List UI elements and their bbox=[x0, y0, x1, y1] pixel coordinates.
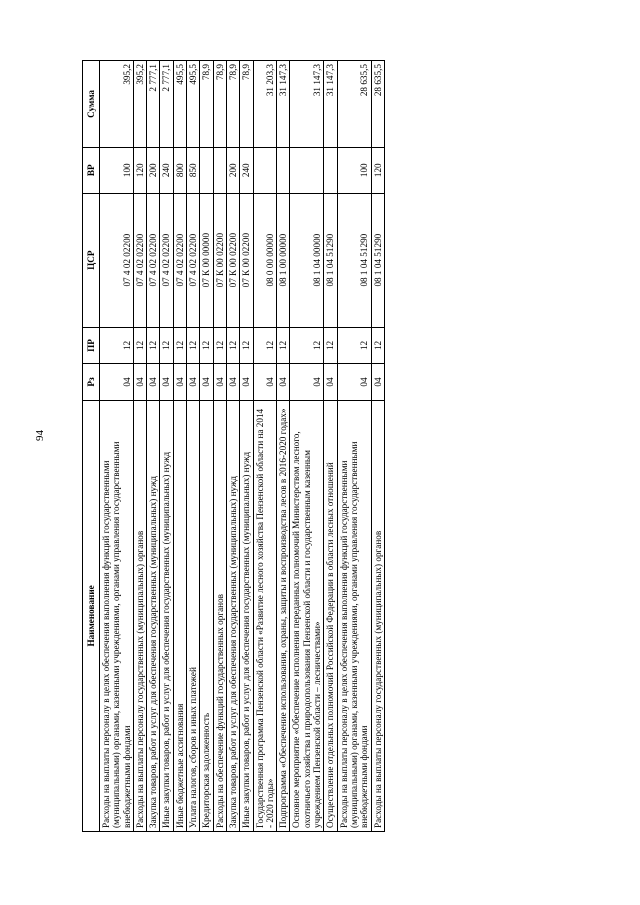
page-number: 94 bbox=[34, 430, 46, 441]
cell-pr: 12 bbox=[226, 327, 239, 364]
cell-csr: 07 4 02 02200 bbox=[133, 193, 146, 327]
cell-csr: 08 1 04 51290 bbox=[371, 193, 384, 327]
cell-sum: 28 635,5 bbox=[337, 61, 371, 148]
cell-csr: 07 К 00 02200 bbox=[213, 193, 226, 327]
cell-name: Государственная программа Пензенской области «Развитие лесного хозяйства Пензенской области на 2014 - 2020 годы» bbox=[253, 400, 277, 831]
cell-name: Подпрограмма «Обеспечение использования, охраны, защиты и воспроизводства лесов в 2016-2020 годах» bbox=[277, 400, 290, 831]
cell-pr: 12 bbox=[213, 327, 226, 364]
budget-table bbox=[82, 60, 385, 832]
cell-csr: 08 0 00 00000 bbox=[253, 193, 277, 327]
cell-sum: 78,9 bbox=[226, 61, 239, 148]
cell-csr: 07 4 02 02200 bbox=[160, 193, 173, 327]
cell-sum: 78,9 bbox=[213, 61, 226, 148]
table-row bbox=[324, 61, 337, 832]
cell-rz: 04 bbox=[213, 364, 226, 401]
cell-name: Расходы на выплаты персоналу в целях обеспечения выполнения функций государственными (муниципальными) органами, казенными учреждениями, органами управления государственными внебюджетными фондами bbox=[100, 400, 134, 831]
cell-pr: 12 bbox=[173, 327, 186, 364]
table-row bbox=[133, 61, 146, 832]
cell-pr: 12 bbox=[147, 327, 160, 364]
table-row bbox=[147, 61, 160, 832]
cell-rz: 04 bbox=[133, 364, 146, 401]
header-sum: Сумма bbox=[83, 61, 100, 148]
cell-pr: 12 bbox=[100, 327, 134, 364]
header-name: Наименование bbox=[83, 400, 100, 831]
cell-vr: 200 bbox=[147, 147, 160, 193]
cell-csr: 07 4 02 02200 bbox=[173, 193, 186, 327]
cell-name: Расходы на обеспечение функций государственных органов bbox=[213, 400, 226, 831]
table-row bbox=[337, 61, 371, 832]
header-vr: ВР bbox=[83, 147, 100, 193]
cell-pr: 12 bbox=[240, 327, 253, 364]
table-row bbox=[187, 61, 200, 832]
cell-pr: 12 bbox=[324, 327, 337, 364]
cell-csr: 07 К 00 02200 bbox=[240, 193, 253, 327]
cell-vr: 100 bbox=[100, 147, 134, 193]
cell-name: Расходы на выплаты персоналу государственных (муниципальных) органов bbox=[133, 400, 146, 831]
cell-pr: 12 bbox=[160, 327, 173, 364]
cell-vr bbox=[213, 147, 226, 193]
cell-rz: 04 bbox=[173, 364, 186, 401]
cell-vr: 850 bbox=[187, 147, 200, 193]
cell-vr: 240 bbox=[160, 147, 173, 193]
cell-rz: 04 bbox=[147, 364, 160, 401]
cell-vr bbox=[290, 147, 324, 193]
cell-sum: 395,2 bbox=[133, 61, 146, 148]
cell-vr: 800 bbox=[173, 147, 186, 193]
cell-sum: 31 203,3 bbox=[253, 61, 277, 148]
cell-name: Уплата налогов, сборов и иных платежей bbox=[187, 400, 200, 831]
table-row bbox=[371, 61, 384, 832]
table-row bbox=[100, 61, 134, 832]
cell-csr: 07 К 00 02200 bbox=[226, 193, 239, 327]
table-row bbox=[173, 61, 186, 832]
table-row bbox=[226, 61, 239, 832]
table-row bbox=[290, 61, 324, 832]
table-row bbox=[240, 61, 253, 832]
cell-rz: 04 bbox=[160, 364, 173, 401]
cell-pr: 12 bbox=[187, 327, 200, 364]
cell-sum: 395,2 bbox=[100, 61, 134, 148]
cell-pr: 12 bbox=[277, 327, 290, 364]
cell-sum: 31 147,3 bbox=[277, 61, 290, 148]
cell-vr: 200 bbox=[226, 147, 239, 193]
cell-pr: 12 bbox=[200, 327, 213, 364]
cell-sum: 31 147,3 bbox=[324, 61, 337, 148]
cell-csr: 08 1 04 00000 bbox=[290, 193, 324, 327]
table-row bbox=[200, 61, 213, 832]
cell-sum: 78,9 bbox=[200, 61, 213, 148]
budget-table-wrapper bbox=[82, 60, 552, 832]
cell-rz: 04 bbox=[100, 364, 134, 401]
cell-rz: 04 bbox=[200, 364, 213, 401]
cell-vr bbox=[200, 147, 213, 193]
cell-name: Расходы на выплаты персоналу в целях обеспечения выполнения функций государственными (муниципальными) органами, казенными учреждениями, органами управления государственными внебюджетными фондами bbox=[337, 400, 371, 831]
cell-sum: 31 147,3 bbox=[290, 61, 324, 148]
cell-vr bbox=[277, 147, 290, 193]
cell-vr bbox=[324, 147, 337, 193]
cell-vr: 100 bbox=[337, 147, 371, 193]
cell-name: Кредиторская задолженность bbox=[200, 400, 213, 831]
cell-pr: 12 bbox=[133, 327, 146, 364]
cell-pr: 12 bbox=[253, 327, 277, 364]
cell-sum: 2 777,1 bbox=[147, 61, 160, 148]
cell-vr: 120 bbox=[133, 147, 146, 193]
cell-name: Основное мероприятие «Обеспечение исполнения переданных полномочий Министерством лесного, охотничьего хозяйства и природопользования Пензенской области и государственным казенным учреждением Пензенской области – лесничествами» bbox=[290, 400, 324, 831]
header-pr: ПР bbox=[83, 327, 100, 364]
cell-pr: 12 bbox=[371, 327, 384, 364]
cell-vr bbox=[253, 147, 277, 193]
table-row bbox=[213, 61, 226, 832]
cell-name: Закупка товаров, работ и услуг для обеспечения государственных (муниципальных) нужд bbox=[147, 400, 160, 831]
cell-rz: 04 bbox=[337, 364, 371, 401]
cell-pr: 12 bbox=[290, 327, 324, 364]
cell-vr: 240 bbox=[240, 147, 253, 193]
cell-sum: 78,9 bbox=[240, 61, 253, 148]
cell-csr: 07 4 02 02200 bbox=[100, 193, 134, 327]
cell-sum: 495,5 bbox=[187, 61, 200, 148]
cell-name: Иные закупки товаров, работ и услуг для обеспечения государственных (муниципальных) нужд bbox=[240, 400, 253, 831]
cell-name: Закупка товаров, работ и услуг для обеспечения государственных (муниципальных) нужд bbox=[226, 400, 239, 831]
cell-sum: 2 777,1 bbox=[160, 61, 173, 148]
table-row bbox=[253, 61, 277, 832]
cell-rz: 04 bbox=[253, 364, 277, 401]
cell-rz: 04 bbox=[324, 364, 337, 401]
cell-rz: 04 bbox=[290, 364, 324, 401]
cell-csr: 08 1 04 51290 bbox=[337, 193, 371, 327]
cell-csr: 07 4 02 02200 bbox=[147, 193, 160, 327]
cell-name: Расходы на выплаты персоналу государственных (муниципальных) органов bbox=[371, 400, 384, 831]
cell-name: Иные бюджетные ассигнования bbox=[173, 400, 186, 831]
table-row bbox=[160, 61, 173, 832]
cell-csr: 08 1 00 00000 bbox=[277, 193, 290, 327]
cell-vr: 120 bbox=[371, 147, 384, 193]
cell-name: Осуществление отдельных полномочий Российской Федерации в области лесных отношений bbox=[324, 400, 337, 831]
cell-rz: 04 bbox=[277, 364, 290, 401]
cell-sum: 495,5 bbox=[173, 61, 186, 148]
header-csr: ЦСР bbox=[83, 193, 100, 327]
cell-pr: 12 bbox=[337, 327, 371, 364]
table-row bbox=[277, 61, 290, 832]
cell-rz: 04 bbox=[371, 364, 384, 401]
header-rz: Рз bbox=[83, 364, 100, 401]
cell-rz: 04 bbox=[240, 364, 253, 401]
cell-csr: 07 4 02 02200 bbox=[187, 193, 200, 327]
table-header-row bbox=[83, 61, 100, 832]
cell-sum: 28 635,5 bbox=[371, 61, 384, 148]
cell-csr: 08 1 04 51290 bbox=[324, 193, 337, 327]
cell-rz: 04 bbox=[226, 364, 239, 401]
cell-csr: 07 К 00 00000 bbox=[200, 193, 213, 327]
cell-name: Иные закупки товаров, работ и услуг для обеспечения государственных (муниципальных) нужд bbox=[160, 400, 173, 831]
cell-rz: 04 bbox=[187, 364, 200, 401]
